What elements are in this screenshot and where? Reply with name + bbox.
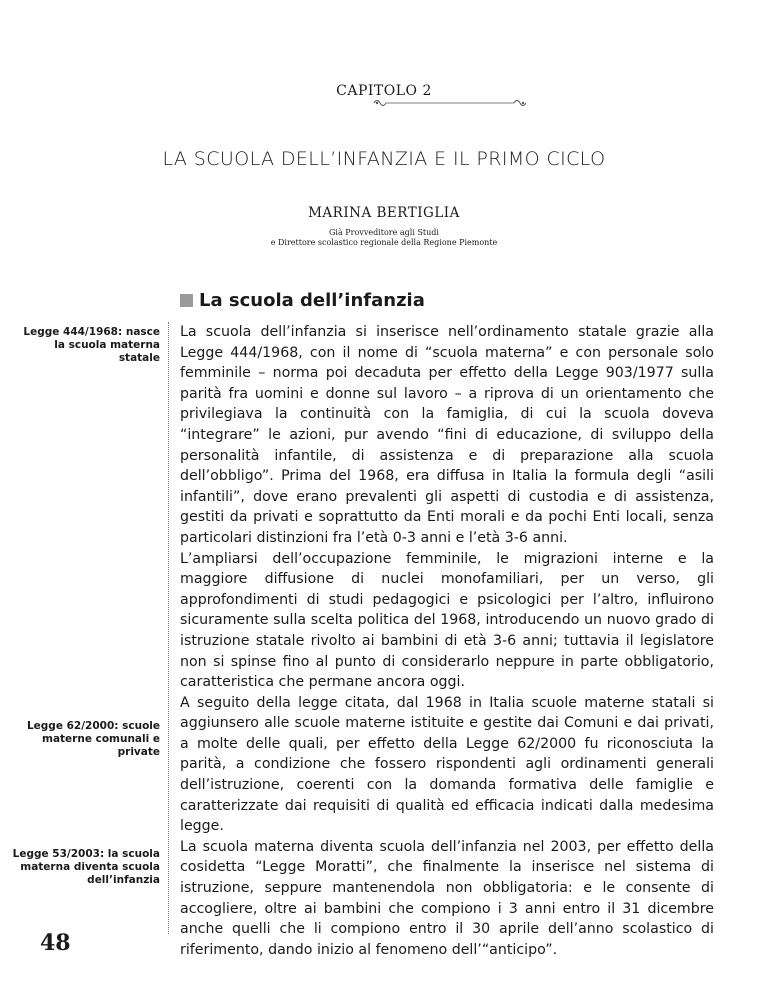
page-number: 48 <box>40 930 71 956</box>
sidenote-legge-53: Legge 53/2003: la scuola materna diventa scuola dell’infanzia <box>12 848 160 886</box>
section-heading <box>180 290 425 311</box>
paragraph: L’ampliarsi dell’occupazione femminile, le migrazioni interne e la maggiore diffusione di nuclei monofamiliari, per un verso, gli approfondimenti di studi pedagogici e psicologici per l’altro, influirono sicuramente sulla scelta politica del 1968, introducendo un nuovo grado di istruzione statale rivolto ai bambini di età 3-6 anni; tuttavia il legislatore non si spinse fino al punto di considerarlo neppure in parte obbligatorio, caratteristica che permane ancora oggi. <box>180 550 714 691</box>
paragraph: A seguito della legge citata, dal 1968 in Italia scuole materne statali si aggiunsero alle scuole materne istituite e gestite dai Comuni e dai privati, a molte delle quali, per effetto della Legge 62/2000 fu riconosciuta la parità, a condizione che fossero rispondenti agli ordinamenti generali dell’istruzione, coerenti con la domanda formativa delle famiglie e caratterizzate dai requisiti di qualità ed efficacia indicati dalla medesima legge. <box>180 694 714 835</box>
section-heading-text: La scuola dell’infanzia <box>199 290 425 311</box>
body-text <box>180 322 714 960</box>
affiliation-line-1: Già Provveditore agli Studi <box>329 228 439 237</box>
sidenote-legge-62: Legge 62/2000: scuole materne comunali e private <box>26 720 160 758</box>
chapter-label: CAPITOLO 2 <box>336 83 432 99</box>
affiliation-line-2: e Direttore scolastico regionale della Regione Piemonte <box>270 238 498 247</box>
chapter-title: LA SCUOLA DELL’INFANZIA E IL PRIMO CICLO <box>162 148 606 170</box>
paragraph: La scuola materna diventa scuola dell’infanzia nel 2003, per effetto della cosidetta “Legge Moratti”, che finalmente la inserisce nel sistema di istruzione, seppure mantenendola non obbligatoria: e le consente di accogliere, oltre ai bambini che compiono i 3 anni entro il 31 dicembre anche quelli che li compiono entro il 30 aprile dell’anno scolastico di riferimento, dando inizio al fenomeno dell’“anticipo”. <box>180 838 714 958</box>
author-affiliation <box>0 228 768 248</box>
author-name: MARINA BERTIGLIA <box>308 205 460 221</box>
paragraph: La scuola dell’infanzia si inserisce nell’ordinamento statale grazie alla Legge 444/1968, con il nome di “scuola materna” e con personale solo femminile – norma poi decaduta per effetto della Legge 903/1977 sulla parità fra uomini e donne sul lavoro – a riprova di un orientamento che privilegiava la continuità con la famiglia, di cui la scuola doveva “integrare” le azioni, pur avendo “fini di educazione, di sviluppo della personalità infantile, di assistenza e di preparazione alla scuola dell’obbligo”. Prima del 1968, era diffusa in Italia la formula degli “asili infantili”, dove erano prevalenti gli aspetti di custodia e di assistenza, gestiti da privati e soprattutto da Enti morali e da pochi Enti locali, senza particolari distinzioni fra l’età 0-3 anni e l’età 3-6 anni. <box>180 324 714 546</box>
sidenote-legge-444: Legge 444/1968: nasce la scuola materna statale <box>23 326 160 364</box>
margin-divider <box>168 322 169 934</box>
chapter-ornament-icon <box>372 98 528 108</box>
section-square-icon <box>180 294 193 307</box>
